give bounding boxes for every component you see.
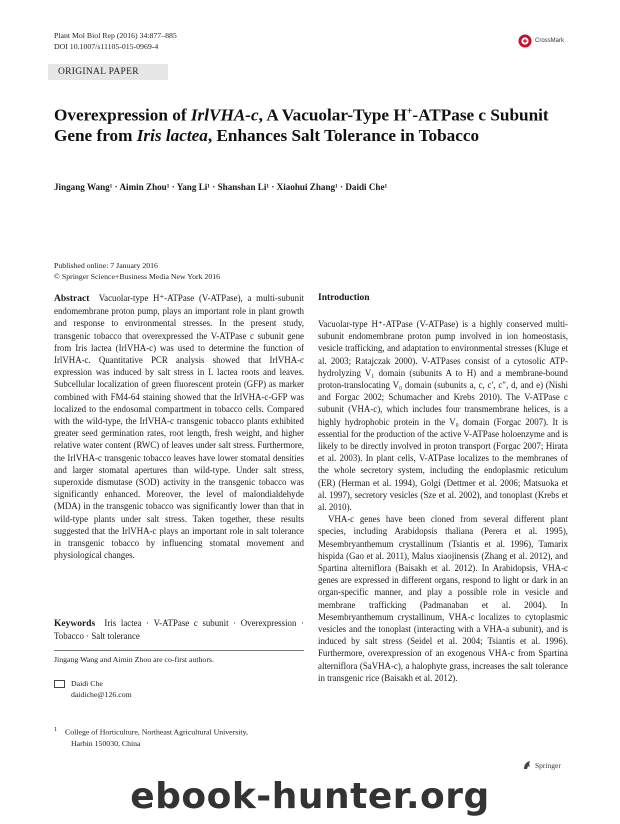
abstract-text: Vacuolar-type H⁺-ATPase (V-ATPase), a multi-subunit endomembrane proton pump, plays an important role in plant growth and response to environmental stresses. In the present study, transgenic tobacco that overexpressed the V-ATPase c subunit gene from Iris lactea (IrlVHA-c) was used to determine the function of IrlVHA-c. Quantitative PCR analysis showed that IrlVHA-c expression was induced by salt stress in I. lactea roots and leaves. Subcellular localization of green fluorescent protein (GFP) as marker combined with FM4-64 staining showed that the IrlVHA-c-GFP was localized to the endosomal compartment in tobacco cells. Compared with the wild-type, the IrlVHA-c transgenic tobacco plants exhibited greater seed germination rates, root length, fresh weight, and higher relative water content (RWC) of leaves under salt stress. Furthermore, the IrlVHA-c transgenic tobacco leaves have lower stomatal densities and larger stomatal apertures than wild-type. Under salt stress, superoxide dismutase (SOD) activity in the transgenic tobacco was significantly enhanced. Moreover, the level of malondialdehyde (MDA) in the transgenic tobacco was significantly lower than that in wild-type plants under salt stress. Taken together, these results suggested that the IrlVHA-c plays an important role in salt tolerance in transgenic tobacco by influencing stomatal movement and physiological changes. xyxy=(54,293,304,561)
crossmark-icon xyxy=(518,34,532,48)
intro-paragraph-1: Vacuolar-type H⁺-ATPase (V-ATPase) is a highly conserved multi-subunit endomembrane proton pump involved in ion homeostasis, vesicle trafficking, and adaptation to environmental stresses (Kluge et al. 2003; Ratajczak 2000). V-ATPases consist of a cytosolic ATP-hydrolyzing V₁ domain (subunits A to H) and a membrane-bound proton-translocating V₀ domain (subunits a, c, c′, c″, d, and e) (Nishi and Forgac 2002; Schumacher and Krebs 2010). The V-ATPase c subunit (VHA-c), which includes four transmembrane helices, is a highly hydrophobic protein in the V₀ domain (Forgac 2007). It is essential for the production of the active V-ATPase holoenzyme and is likely to be directly involved in proton transport (Forgac 2007; Hirata et al. 2003). In plant cells, V-ATPase localizes to the membranes of the whole secretory system, including the endoplasmic reticulum (ER) (Herman et al. 1994), Golgi (Dettmer et al. 2006; Matsuoka et al. 1997), secretory vesicles (Sze et al. 2002), and tonoplast (Krebs et al. 2010). xyxy=(318,319,568,513)
journal-citation: Plant Mol Biol Rep (2016) 34:877–885 xyxy=(54,31,177,40)
springer-horse-icon xyxy=(522,760,532,770)
keywords xyxy=(54,617,304,642)
publication-info xyxy=(54,260,220,282)
author-list: Jingang Wang¹ · Aimin Zhou¹ · Yang Li¹ · Shanshan Li¹ · Xiaohui Zhang¹ · Daidi Che¹ xyxy=(54,182,388,192)
affiliation-number: 1 xyxy=(54,726,58,733)
abstract-heading: Abstract xyxy=(54,294,90,304)
crossmark-badge[interactable] xyxy=(518,34,564,48)
corresponding-author xyxy=(54,678,132,700)
envelope-icon xyxy=(54,680,65,688)
paper-title: Overexpression of IrlVHA-c, A Vacuolar-Type H+-ATPase c Subunit Gene from Iris lactea, Enhances Salt Tolerance in Tobacco xyxy=(54,105,549,145)
published-online: Published online: 7 January 2016 xyxy=(54,261,158,270)
intro-paragraph-2: VHA-c genes have been cloned from several different plant species, including Arabidopsis thaliana (Perera et al. 1995), Mesembryanthemum crystallinum (Tsiantis et al. 1996), Tamarix hispida (Gao et al. 2011), Malus xiaojinensis (Zhang et al. 2012), and Spartina alterniflora (Baisakh et al. 2012). In Arabidopsis, VHA-c genes are expressed in different organs, respond to light or dark in an organ-specific manner, and play a possible role in vesicle and membrane trafficking (Padmanaban et al. 2004). In Mesembryanthemum crystallinum, VHA-c localizes to cytoplasmic vesicles and the tonoplast (interacting with a VHA-a subunit), and is induced by salt stress (Seidel et al. 2004; Tsiantis et al. 1996). Furthermore, overexpression of an exogenous VHA-c from Spartina alterniflora (SaVHA-c), a halophyte grass, increases the salt tolerance in transgenic rice (Baisakh et al. 2012). xyxy=(318,514,568,683)
keywords-heading: Keywords xyxy=(54,619,96,629)
springer-logo: Springer xyxy=(522,760,561,770)
watermark: ebook-hunter.org xyxy=(130,776,490,817)
crossmark-label: CrossMark xyxy=(535,38,565,44)
abstract xyxy=(54,292,304,561)
doi[interactable]: DOI 10.1007/s11105-015-0969-4 xyxy=(54,42,159,51)
contact-email[interactable]: daidiche@126.com xyxy=(71,690,132,699)
contact-name: Daidi Che xyxy=(71,679,103,688)
footnote-divider xyxy=(54,650,304,651)
affiliation: $^1$ College of Horticulture, Northeast Agricultural University, Harbin 150030, China xyxy=(54,726,248,748)
cofirst-note: Jingang Wang and Aimin Zhou are co-first authors. xyxy=(54,655,214,664)
introduction-heading: Introduction xyxy=(318,293,370,303)
introduction-body xyxy=(318,318,568,684)
copyright: © Springer Science+Business Media New York 2016 xyxy=(54,272,221,281)
keywords-text: Iris lactea · V-ATPase c subunit · Overexpression · Tobacco · Salt tolerance xyxy=(54,618,304,642)
journal-header xyxy=(54,30,177,52)
article-type-banner: ORIGINAL PAPER xyxy=(48,64,168,80)
